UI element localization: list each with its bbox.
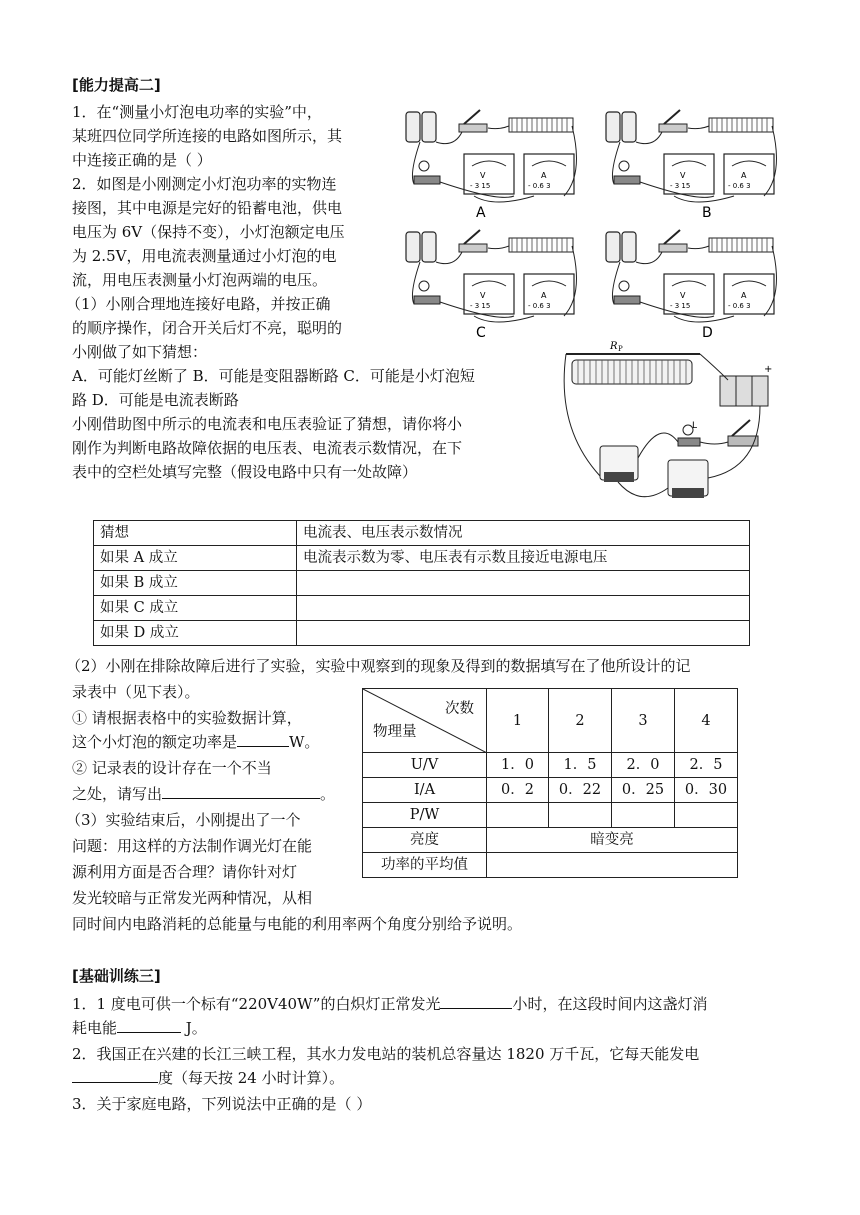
table-cell: 2．5 (675, 753, 738, 778)
scale-v-b: - 3 15 (670, 182, 691, 190)
s2-q2-line-1: 2．我国正在兴建的长江三峡工程，其水力发电站的装机总容量达 1820 万千瓦，它每天能发电 (72, 1045, 700, 1063)
scale-a-c: - 0.6 3 (528, 302, 551, 310)
q2-line-3: 电压为 6V（保持不变），小灯泡额定电压 (72, 223, 345, 241)
section-heading-1: [能力提高二] (72, 76, 161, 94)
table-cell: 如果 A 成立 (94, 546, 297, 571)
table-row (94, 521, 750, 546)
table-cell: 0．22 (549, 778, 612, 803)
table-cell: 电流表示数为零、电压表有示数且接近电源电压 (297, 546, 750, 571)
table-header-cell: 1 (487, 689, 549, 753)
table-row (94, 621, 750, 646)
meter-a-symbol-b: A (741, 171, 747, 180)
figure-label-a: A (476, 205, 486, 221)
table-header-cell: 猜想 (94, 521, 297, 546)
table-row (363, 853, 738, 878)
answer-cell[interactable] (297, 621, 750, 646)
corner-bottom-label: 物理量 (373, 724, 417, 740)
scale-v-c: - 3 15 (470, 302, 491, 310)
energy-answer-blank[interactable] (117, 1016, 181, 1033)
data-table (362, 688, 738, 878)
table-row (363, 753, 738, 778)
table-row (94, 596, 750, 621)
s2-q1-text-a: 1．1 度电可供一个标有“220V40W”的白炽灯正常发光 (72, 995, 441, 1013)
s2-q2-line-2 (72, 1066, 344, 1090)
q2-line-8: 小刚做了如下猜想： (72, 343, 208, 361)
item2-text: 之处，请写出 (72, 785, 163, 803)
scale-a-d: - 0.6 3 (728, 302, 751, 310)
item1-line-1: ① 请根据表格中的实验数据计算， (72, 709, 302, 727)
table-row (363, 803, 738, 828)
table-header-cell: 2 (549, 689, 612, 753)
item2-line-1: ② 记录表的设计存在一个不当 (72, 759, 272, 777)
table-row (94, 571, 750, 596)
power-answer-blank[interactable] (237, 730, 289, 747)
battery-plus-label: + (764, 364, 773, 375)
table-cell: 1．0 (487, 753, 549, 778)
part2-line-1: （2）小刚在排除故障后进行了实验，实验中观察到的现象及得到的数据填写在了他所设计的记 (66, 657, 691, 675)
answer-cell[interactable] (297, 571, 750, 596)
part3-line-2: 问题：用这样的方法制作调光灯在能 (72, 837, 313, 855)
part3-line-3: 源利用方面是否合理？请你针对灯 (72, 863, 298, 881)
q2-line-1: 2．如图是小刚测定小灯泡功率的实物连 (72, 175, 337, 193)
table-cell: 0．2 (487, 778, 549, 803)
table-corner-cell (363, 689, 487, 753)
scale-a-a: - 0.6 3 (528, 182, 551, 190)
table-row (363, 689, 738, 753)
s2-q1-text-c: 耗电能 (72, 1019, 118, 1037)
table-header-cell: 电流表、电压表示数情况 (297, 521, 750, 546)
item2-line-2 (72, 782, 335, 806)
table-header-cell: 4 (675, 689, 738, 753)
meter-v-symbol-d: V (680, 291, 686, 300)
item1-unit: W。 (289, 733, 320, 751)
verify-line-3: 表中的空栏处填写完整（假设电路中只有一处故障） (72, 463, 418, 481)
table-row (94, 546, 750, 571)
answer-cell[interactable] (675, 803, 738, 828)
s2-q1-text-b: 小时，在这段时间内这盏灯消 (512, 995, 708, 1013)
table-row (363, 778, 738, 803)
s2-q1-line-1 (72, 992, 707, 1016)
meter-a-symbol-c: A (541, 291, 547, 300)
rp-label: R (610, 341, 618, 352)
answer-cell[interactable] (297, 596, 750, 621)
item1-text: 这个小灯泡的额定功率是 (72, 733, 238, 751)
q1-line-1: 1．在“测量小灯泡电功率的实验”中， (72, 103, 322, 121)
table-cell: 0．25 (612, 778, 675, 803)
circuit-diagrams-figure (400, 100, 800, 340)
table-row (363, 828, 738, 853)
figure-label-c: C (476, 325, 486, 340)
s2-q2-text-b: 度（每天按 24 小时计算）。 (158, 1069, 345, 1087)
design-flaw-answer-blank[interactable] (162, 782, 320, 799)
guess-line-2: 路 D．可能是电流表断路 (72, 391, 239, 409)
table-row-label: I/A (363, 778, 487, 803)
lamp-label: L (692, 421, 698, 431)
q2-line-4: 为 2.5V，用电流表测量通过小灯泡的电 (72, 247, 337, 265)
figure-label-b: B (702, 205, 712, 221)
scale-v-d: - 3 15 (670, 302, 691, 310)
part3-line-1: （3）实验结束后，小刚提出了一个 (66, 811, 301, 829)
table-cell: 0．30 (675, 778, 738, 803)
table-row-label: U/V (363, 753, 487, 778)
scale-v-a: - 3 15 (470, 182, 491, 190)
meter-a-symbol-a: A (541, 171, 547, 180)
answer-cell[interactable] (487, 803, 549, 828)
figure-label-d: D (702, 325, 713, 340)
corner-top-label: 次数 (445, 701, 474, 717)
section-heading-2: [基础训练三] (72, 967, 161, 985)
meter-v-symbol-a: V (480, 171, 486, 180)
part2-line-2: 录表中（见下表）。 (72, 683, 200, 701)
brightness-value: 暗变亮 (487, 828, 738, 853)
kwh-answer-blank[interactable] (72, 1066, 158, 1083)
guess-line-1: A．可能灯丝断了 B．可能是变阻器断路 C．可能是小灯泡短 (72, 367, 475, 385)
part3-line-4: 发光较暗与正常发光两种情况，从相 (72, 889, 313, 907)
answer-cell[interactable] (487, 853, 738, 878)
table-cell: 如果 B 成立 (94, 571, 297, 596)
s2-q3-line: 3．关于家庭电路，下列说法中正确的是（ ） (72, 1095, 372, 1113)
q2-line-2: 接图，其中电源是完好的铅蓄电池，供电 (72, 199, 343, 217)
table-row-label: 功率的平均值 (363, 853, 487, 878)
physical-circuit-figure (560, 338, 780, 510)
item2-end: 。 (320, 785, 336, 803)
table-cell: 1．5 (549, 753, 612, 778)
q1-line-2: 某班四位同学所连接的电路如图所示，其 (72, 127, 343, 145)
rp-subscript: P (618, 345, 623, 353)
hours-answer-blank[interactable] (440, 992, 512, 1009)
s2-q1-line-2 (72, 1016, 207, 1040)
verify-line-1: 小刚借助图中所示的电流表和电压表验证了猜想，请你将小 (72, 415, 463, 433)
table-row-label: 亮度 (363, 828, 487, 853)
table-cell: 如果 D 成立 (94, 621, 297, 646)
part3-line-5: 同时间内电路消耗的总能量与电能的利用率两个角度分别给予说明。 (72, 915, 523, 933)
table-cell: 2．0 (612, 753, 675, 778)
meter-v-symbol-c: V (480, 291, 486, 300)
table-cell: 如果 C 成立 (94, 596, 297, 621)
table-row-label: P/W (363, 803, 487, 828)
q2-line-5: 流，用电压表测量小灯泡两端的电压。 (72, 271, 328, 289)
scale-a-b: - 0.6 3 (728, 182, 751, 190)
verify-line-2: 刚作为判断电路故障依据的电压表、电流表示数情况，在下 (72, 439, 463, 457)
q1-line-3: 中连接正确的是（ ） (72, 151, 212, 169)
guess-table (93, 520, 750, 646)
q2-line-6: （1）小刚合理地连接好电路，并按正确 (66, 295, 331, 313)
item1-line-2 (72, 730, 319, 754)
q2-line-7: 的顺序操作，闭合开关后灯不亮，聪明的 (72, 319, 343, 337)
answer-cell[interactable] (549, 803, 612, 828)
meter-v-symbol-b: V (680, 171, 686, 180)
table-header-cell: 3 (612, 689, 675, 753)
answer-cell[interactable] (612, 803, 675, 828)
s2-q1-text-d: J。 (181, 1019, 207, 1037)
meter-a-symbol-d: A (741, 291, 747, 300)
